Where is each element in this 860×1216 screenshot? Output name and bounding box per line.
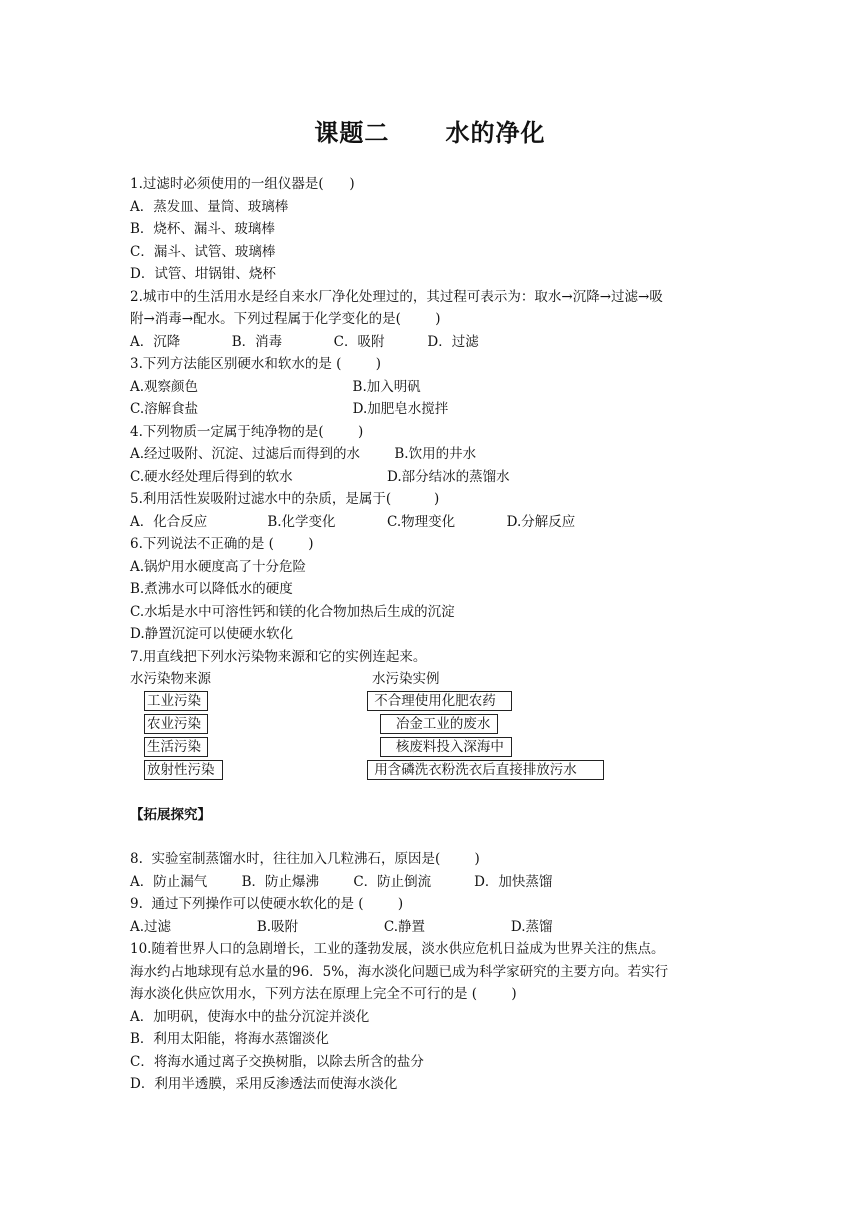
- match-left-item: 放射性污染: [144, 760, 223, 780]
- question-4: 4.下列物质一定属于纯净物的是( ): [130, 424, 364, 440]
- q10-option-d: D．利用半透膜，采用反渗透法而使海水淡化: [130, 1076, 398, 1092]
- q1-option-a: A．蒸发皿、量筒、玻璃棒: [130, 199, 289, 215]
- q5-options: A．化合反应 B.化学变化 C.物理变化 D.分解反应: [130, 514, 576, 530]
- q2-options: A．沉降 B．消毒 C．吸附 D．过滤: [130, 334, 479, 350]
- question-6: 6.下列说法不正确的是 ( ): [130, 536, 314, 552]
- match-left-item: 生活污染: [144, 737, 208, 757]
- match-left-header: 水污染物来源: [130, 671, 211, 687]
- question-7: 7.用直线把下列水污染物来源和它的实例连起来。: [130, 649, 427, 665]
- q3-options-ab: A.观察颜色 B.加入明矾: [130, 379, 421, 395]
- match-right-item: 不合理使用化肥农药: [367, 691, 512, 711]
- question-5: 5.利用活性炭吸附过滤水中的杂质，是属于( ): [130, 491, 440, 507]
- question-10-cont: 海水淡化供应饮用水，下列方法在原理上完全不可行的是 ( ): [130, 986, 517, 1002]
- q1-option-b: B．烧杯、漏斗、玻璃棒: [130, 221, 275, 237]
- match-right-item: 冶金工业的废水: [380, 714, 498, 734]
- match-right-item: 用含磷洗衣粉洗衣后直接排放污水: [367, 760, 604, 780]
- q6-option-a: A.锅炉用水硬度高了十分危险: [130, 559, 307, 575]
- match-left-item: 工业污染: [144, 691, 208, 711]
- question-8: 8. 实验室制蒸馏水时，往往加入几粒沸石，原因是( ): [130, 851, 480, 867]
- q10-option-b: B．利用太阳能，将海水蒸馏淡化: [130, 1031, 329, 1047]
- q9-options: A.过滤 B.吸附 C.静置 D.蒸馏: [130, 919, 553, 935]
- question-10: 10.随着世界人口的急剧增长，工业的蓬勃发展，淡水供应危机日益成为世界关注的焦点。: [130, 941, 665, 957]
- q6-option-b: B.煮沸水可以降低水的硬度: [130, 581, 293, 597]
- question-2-cont: 附→消毒→配水。下列过程属于化学变化的是( ): [130, 311, 441, 327]
- q1-option-d: D．试管、坩锅钳、烧杯: [130, 266, 276, 282]
- q6-option-d: D.静置沉淀可以使硬水软化: [130, 626, 294, 642]
- question-10-cont: 海水约占地球现有总水量的96．5%，海水淡化问题已成为科学家研究的主要方向。若实行: [130, 964, 669, 980]
- q3-options-cd: C.溶解食盐 D.加肥皂水搅拌: [130, 401, 449, 417]
- question-1: 1.过滤时必须使用的一组仪器是( ): [130, 176, 355, 192]
- q6-option-c: C.水垢是水中可溶性钙和镁的化合物加热后生成的沉淀: [130, 604, 455, 620]
- question-2: 2.城市中的生活用水是经自来水厂净化处理过的，其过程可表示为：取水→沉降→过滤→吸: [130, 289, 663, 305]
- q8-options: A．防止漏气 B．防止爆沸 C．防止倒流 D．加快蒸馏: [130, 874, 553, 890]
- q1-option-c: C．漏斗、试管、玻璃棒: [130, 244, 276, 260]
- question-9: 9. 通过下列操作可以使硬水软化的是 ( ): [130, 896, 404, 912]
- section-title: 【拓展探究】: [130, 807, 211, 823]
- q4-options-cd: C.硬水经处理后得到的软水 D.部分结冰的蒸馏水: [130, 469, 510, 485]
- page-title: 课题二 水的净化: [314, 119, 546, 147]
- q4-options-ab: A.经过吸附、沉淀、过滤后而得到的水 B.饮用的井水: [130, 446, 477, 462]
- match-right-header: 水污染实例: [372, 671, 440, 687]
- q10-option-c: C．将海水通过离子交换树脂，以除去所含的盐分: [130, 1054, 424, 1070]
- match-right-item: 核废料投入深海中: [380, 737, 512, 757]
- q10-option-a: A．加明矾，使海水中的盐分沉淀并淡化: [130, 1009, 370, 1025]
- question-3: 3.下列方法能区别硬水和软水的是 ( ): [130, 356, 382, 372]
- match-left-item: 农业污染: [144, 714, 208, 734]
